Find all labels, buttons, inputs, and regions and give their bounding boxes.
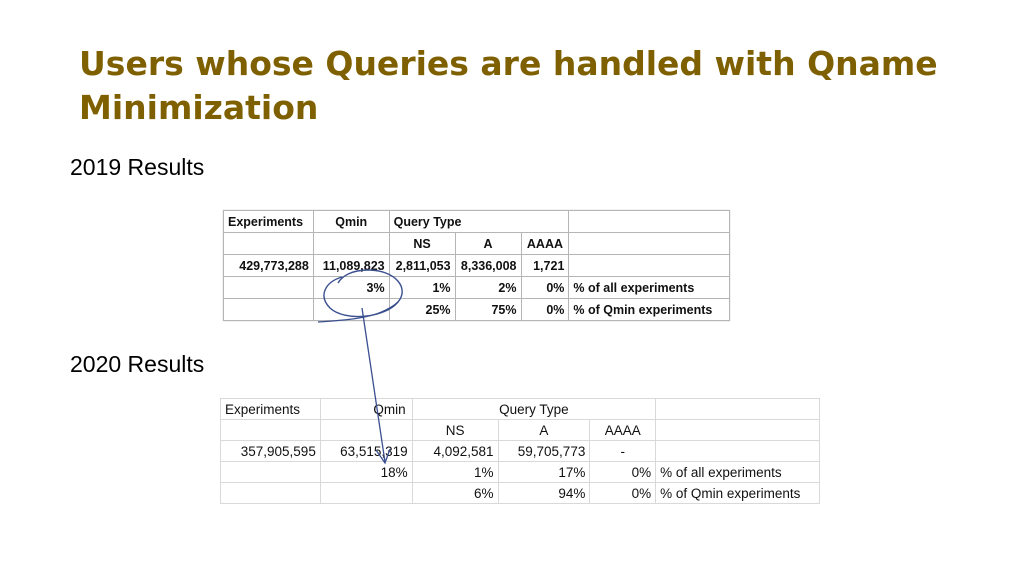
header-cell bbox=[221, 420, 321, 441]
table-cell: 0% bbox=[590, 483, 656, 504]
table-cell: 0% bbox=[521, 299, 569, 321]
header-cell bbox=[313, 233, 389, 255]
table-row bbox=[221, 462, 820, 483]
table-cell bbox=[224, 277, 314, 299]
table-cell bbox=[569, 255, 730, 277]
header-cell bbox=[320, 420, 412, 441]
header-cell: AAAA bbox=[590, 420, 656, 441]
table-cell: 59,705,773 bbox=[498, 441, 590, 462]
header-cell: NS bbox=[389, 233, 455, 255]
table-cell: 94% bbox=[498, 483, 590, 504]
header-cell: A bbox=[455, 233, 521, 255]
table-cell: 25% bbox=[389, 299, 455, 321]
table-cell: 357,905,595 bbox=[221, 441, 321, 462]
header-cell bbox=[569, 211, 730, 233]
table-cell: 1% bbox=[389, 277, 455, 299]
header-cell: Qmin bbox=[313, 211, 389, 233]
table-cell bbox=[221, 462, 321, 483]
table-cell: 8,336,008 bbox=[455, 255, 521, 277]
table-row bbox=[224, 299, 730, 321]
results-table-2020 bbox=[220, 398, 820, 504]
section-label-2019: 2019 Results bbox=[70, 154, 205, 180]
header-cell bbox=[656, 420, 820, 441]
table-cell: 4,092,581 bbox=[412, 441, 498, 462]
header-cell: Experiments bbox=[224, 211, 314, 233]
table-header-row bbox=[224, 233, 730, 255]
table-row bbox=[224, 277, 730, 299]
slide-title: Users whose Queries are handled with Qname Minimization bbox=[79, 44, 938, 127]
table-cell: 63,515,319 bbox=[320, 441, 412, 462]
header-cell: Qmin bbox=[320, 399, 412, 420]
table-cell: % of Qmin experiments bbox=[569, 299, 730, 321]
table-header-row bbox=[221, 420, 820, 441]
table-cell: % of all experiments bbox=[656, 462, 820, 483]
table-cell: 18% bbox=[320, 462, 412, 483]
results-table-2019 bbox=[223, 210, 730, 321]
table-cell: 3% bbox=[313, 277, 389, 299]
table-row bbox=[221, 441, 820, 462]
header-cell: AAAA bbox=[521, 233, 569, 255]
header-cell bbox=[569, 233, 730, 255]
table-header-row bbox=[221, 399, 820, 420]
table-cell: 75% bbox=[455, 299, 521, 321]
table-cell: 11,089,823 bbox=[313, 255, 389, 277]
header-cell: NS bbox=[412, 420, 498, 441]
table-cell bbox=[313, 299, 389, 321]
header-cell bbox=[224, 233, 314, 255]
table-cell bbox=[221, 483, 321, 504]
section-label-2020: 2020 Results bbox=[70, 351, 205, 377]
header-cell: Experiments bbox=[221, 399, 321, 420]
table-cell: 17% bbox=[498, 462, 590, 483]
table-cell: % of Qmin experiments bbox=[656, 483, 820, 504]
table-cell: - bbox=[590, 441, 656, 462]
table-cell bbox=[224, 299, 314, 321]
table-cell: % of all experiments bbox=[569, 277, 730, 299]
table-cell: 0% bbox=[521, 277, 569, 299]
table-cell bbox=[656, 441, 820, 462]
table-cell: 1,721 bbox=[521, 255, 569, 277]
table-cell: 0% bbox=[590, 462, 656, 483]
table-row bbox=[221, 483, 820, 504]
header-cell: Query Type bbox=[389, 211, 569, 233]
table-cell: 1% bbox=[412, 462, 498, 483]
table-header-row bbox=[224, 211, 730, 233]
table-cell: 2% bbox=[455, 277, 521, 299]
table-cell: 2,811,053 bbox=[389, 255, 455, 277]
header-cell: Query Type bbox=[412, 399, 655, 420]
table-cell: 6% bbox=[412, 483, 498, 504]
table-cell: 429,773,288 bbox=[224, 255, 314, 277]
header-cell bbox=[656, 399, 820, 420]
header-cell: A bbox=[498, 420, 590, 441]
table-row bbox=[224, 255, 730, 277]
table-cell bbox=[320, 483, 412, 504]
